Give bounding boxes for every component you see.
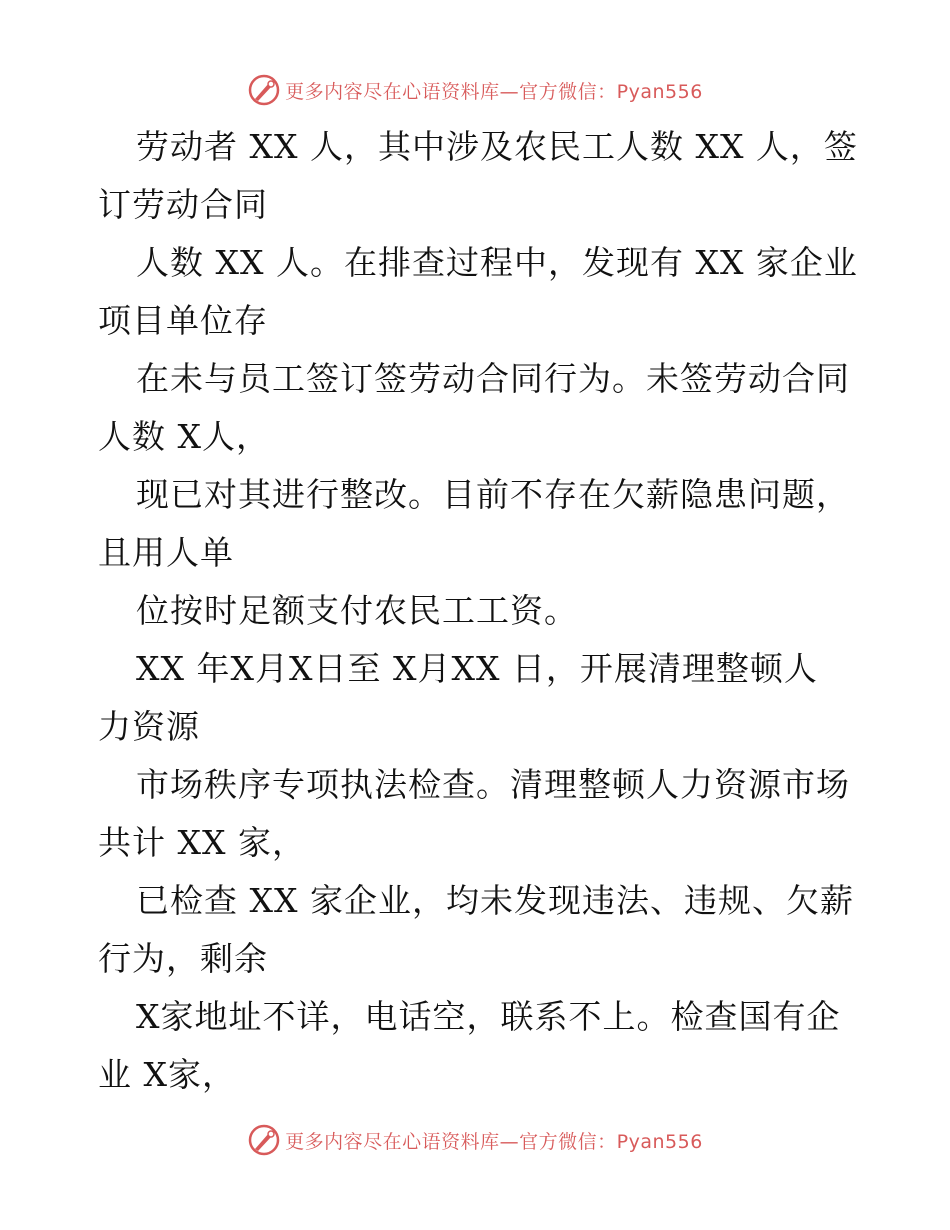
text-line: 订劳动合同 — [98, 185, 268, 224]
footer-banner — [0, 1118, 950, 1162]
text-line: 市场秩序专项执法检查。清理整顿人力资源市场 — [136, 765, 850, 804]
text-line: 劳动者 XX 人，其中涉及农民工人数 XX 人，签 — [136, 127, 858, 166]
banner-text: 更多内容尽在心语资料库—官方微信：Pyan556 — [285, 1130, 703, 1153]
header-banner — [0, 68, 950, 112]
text-line: X家地址不详，电话空，联系不上。检查国有企 — [136, 997, 841, 1036]
text-line: 项目单位存 — [98, 301, 268, 340]
banner-text: 更多内容尽在心语资料库—官方微信：Pyan556 — [285, 80, 703, 103]
text-line: 人数 X人， — [98, 417, 270, 456]
document-body — [98, 118, 858, 1104]
text-line: 位按时足额支付农民工工资。 — [136, 591, 578, 630]
text-line: 共计 XX 家， — [98, 823, 306, 862]
text-line: 在未与员工签订签劳动合同行为。未签劳动合同 — [136, 359, 850, 398]
text-line: 且用人单 — [98, 533, 234, 572]
text-line: 力资源 — [98, 707, 200, 746]
pen-logo-icon — [247, 1123, 281, 1157]
text-line: 已检查 XX 家企业，均未发现违法、违规、欠薪 — [136, 881, 854, 920]
text-line: 人数 XX 人。在排查过程中，发现有 XX 家企业 — [136, 243, 858, 282]
text-line: 行为，剩余 — [98, 939, 268, 978]
pen-logo-icon — [247, 73, 281, 107]
text-line: XX 年X月X日至 X月XX 日，开展清理整顿人 — [136, 649, 818, 688]
text-line: 现已对其进行整改。目前不存在欠薪隐患问题， — [136, 475, 850, 514]
text-line: 业 X家， — [98, 1055, 236, 1094]
